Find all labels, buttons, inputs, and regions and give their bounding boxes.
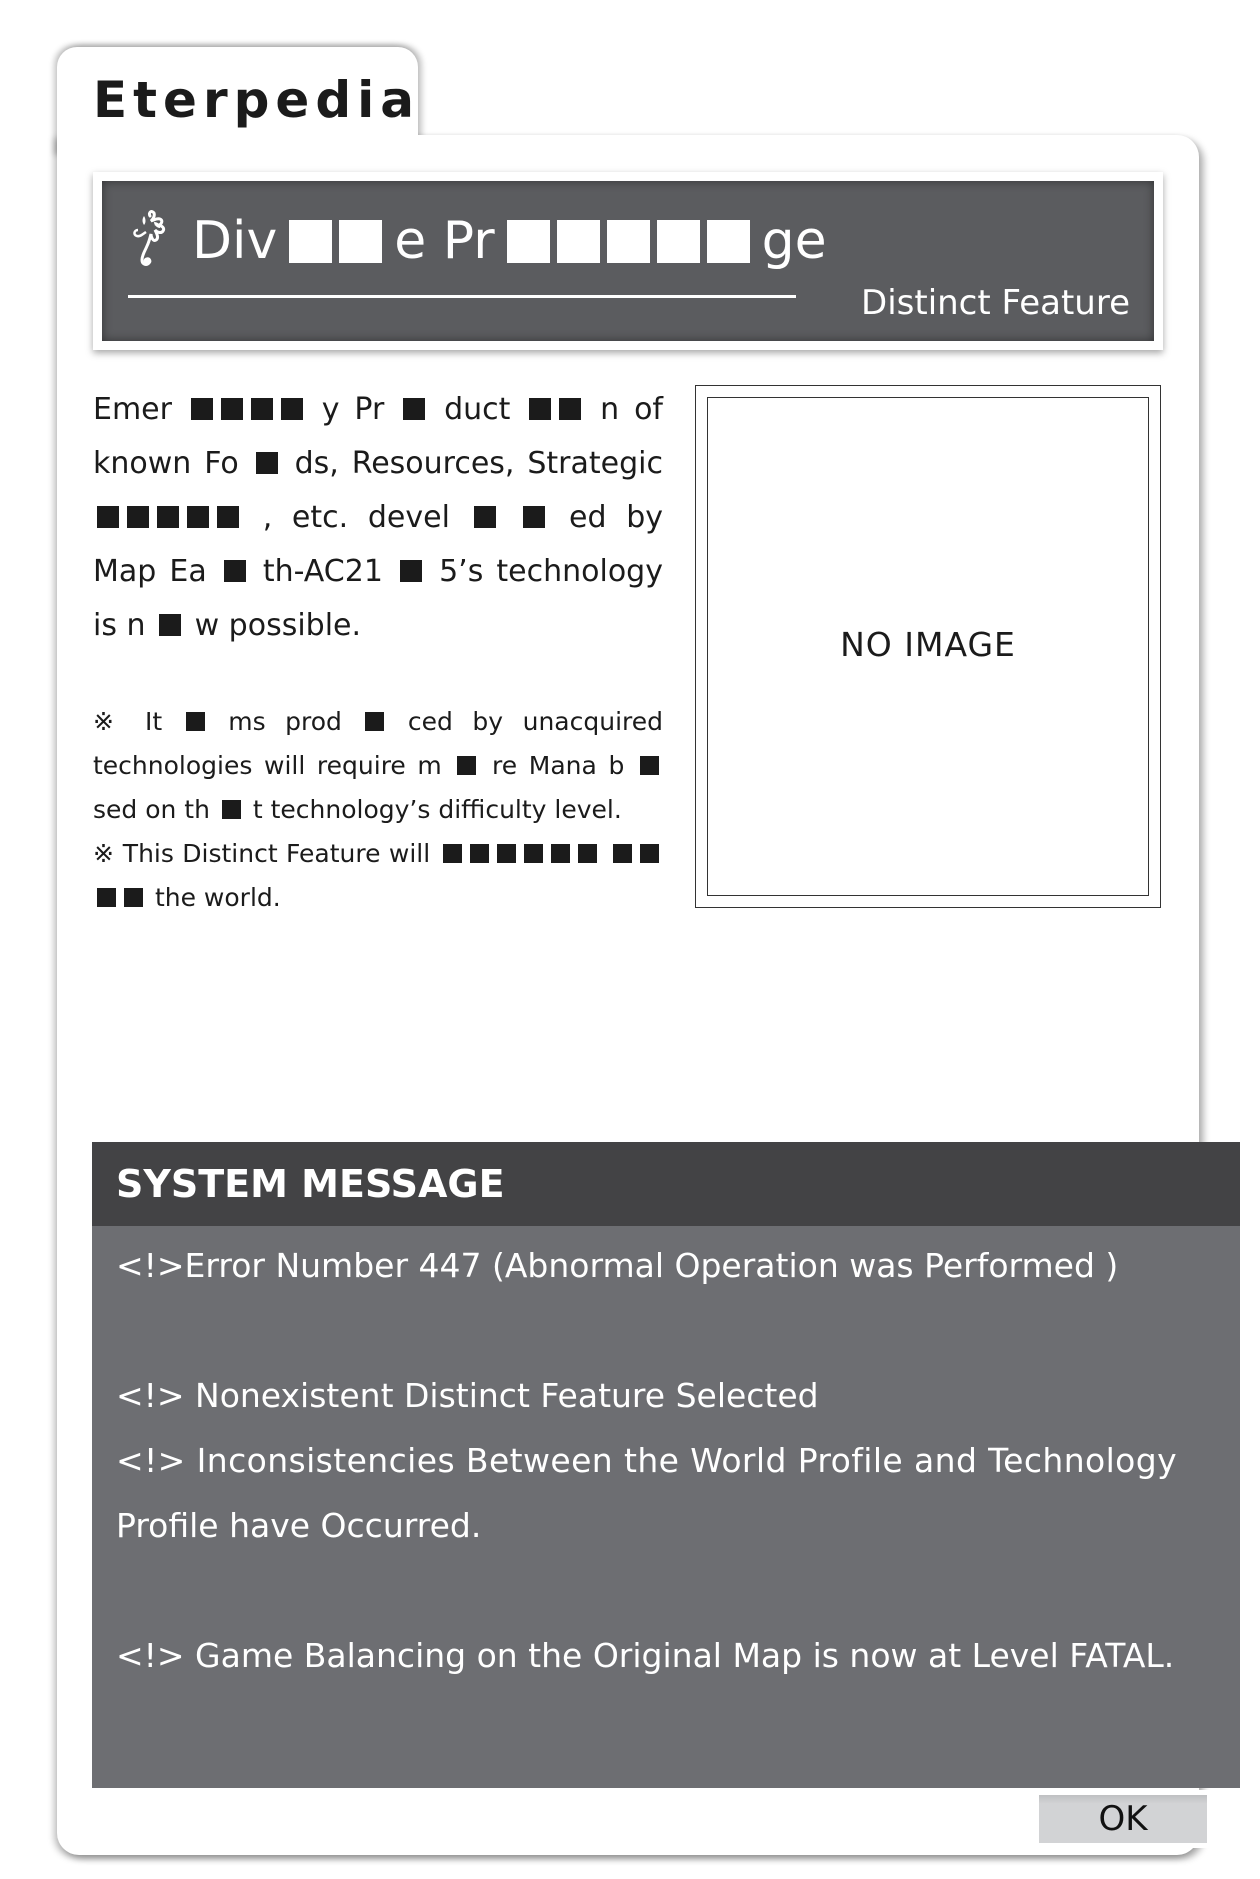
message-line: Profile have Occurred. <box>116 1506 482 1545</box>
redacted-block <box>365 712 384 731</box>
redacted-block <box>403 398 425 420</box>
redacted-block <box>97 506 119 528</box>
redacted-block <box>524 844 543 863</box>
redacted-block <box>222 800 241 819</box>
ok-button[interactable] <box>1034 1790 1212 1848</box>
redacted-block <box>191 398 213 420</box>
redacted-block <box>557 220 600 263</box>
redacted-block <box>443 844 462 863</box>
redacted-block <box>289 220 332 263</box>
feature-image-inner-frame <box>707 397 1149 896</box>
message-line: <!>Error Number 447 (Abnormal Operation was Performed ) <box>116 1246 1119 1285</box>
redacted-block <box>707 220 750 263</box>
message-line: <!> Inconsistencies Between the World Profile and Technology <box>116 1441 1178 1480</box>
redacted-block <box>159 614 181 636</box>
redacted-block <box>640 844 659 863</box>
system-message-header: SYSTEM MESSAGE <box>92 1142 1240 1226</box>
redacted-block <box>657 220 700 263</box>
redacted-block <box>186 712 205 731</box>
redacted-block <box>497 844 516 863</box>
redacted-block <box>256 452 278 474</box>
feature-category: Distinct Feature <box>861 283 1130 323</box>
redacted-block <box>640 756 659 775</box>
redacted-block <box>613 844 632 863</box>
redacted-block-group <box>289 220 382 263</box>
title-underline <box>128 295 796 298</box>
feature-image-frame <box>695 385 1161 908</box>
floral-ornament-icon <box>130 210 172 268</box>
redacted-block <box>578 844 597 863</box>
message-line: <!> Nonexistent Distinct Feature Selected <box>116 1376 819 1415</box>
app-title: Eterpedia <box>93 71 420 129</box>
ok-button-label: OK <box>1039 1795 1207 1843</box>
no-image-label: NO IMAGE <box>840 625 1016 664</box>
redacted-block <box>529 398 551 420</box>
redacted-block <box>507 220 550 263</box>
redacted-block <box>457 756 476 775</box>
message-line: <!> Game Balancing on the Original Map is now at Level FATAL. <box>116 1636 1175 1675</box>
redacted-block <box>559 398 581 420</box>
redacted-block <box>523 506 545 528</box>
redacted-block <box>281 398 303 420</box>
feature-banner <box>93 172 1163 350</box>
redacted-block <box>97 888 116 907</box>
redacted-block <box>474 506 496 528</box>
redacted-block <box>607 220 650 263</box>
title-text-segment: e Pr <box>394 211 495 271</box>
feature-banner-inner <box>102 181 1154 341</box>
redacted-block <box>470 844 489 863</box>
redacted-block <box>187 506 209 528</box>
redacted-block <box>224 560 246 582</box>
redacted-block <box>157 506 179 528</box>
redacted-block <box>339 220 382 263</box>
redacted-block <box>551 844 570 863</box>
redacted-block <box>124 888 143 907</box>
redacted-block <box>400 560 422 582</box>
title-text-segment: Div <box>192 211 278 271</box>
system-message-dialog <box>92 1142 1240 1839</box>
redacted-block <box>251 398 273 420</box>
redacted-block <box>221 398 243 420</box>
title-text-segment: ge <box>761 211 827 271</box>
feature-description: Emer y Pr duct n of known Fo ds, Resources, Strategic , etc. devel ed by Map Ea th-AC21 5’s technology is n w possible. <box>93 392 663 643</box>
redacted-block <box>217 506 239 528</box>
feature-notes: ※ It ms prod ced by unacquired technologies will require m re Mana b sed on th t technology’s difficulty level. ※ This Distinct Feature will the world. <box>93 707 663 912</box>
feature-title <box>192 201 839 271</box>
redacted-block-group <box>507 220 750 263</box>
redacted-block <box>127 506 149 528</box>
